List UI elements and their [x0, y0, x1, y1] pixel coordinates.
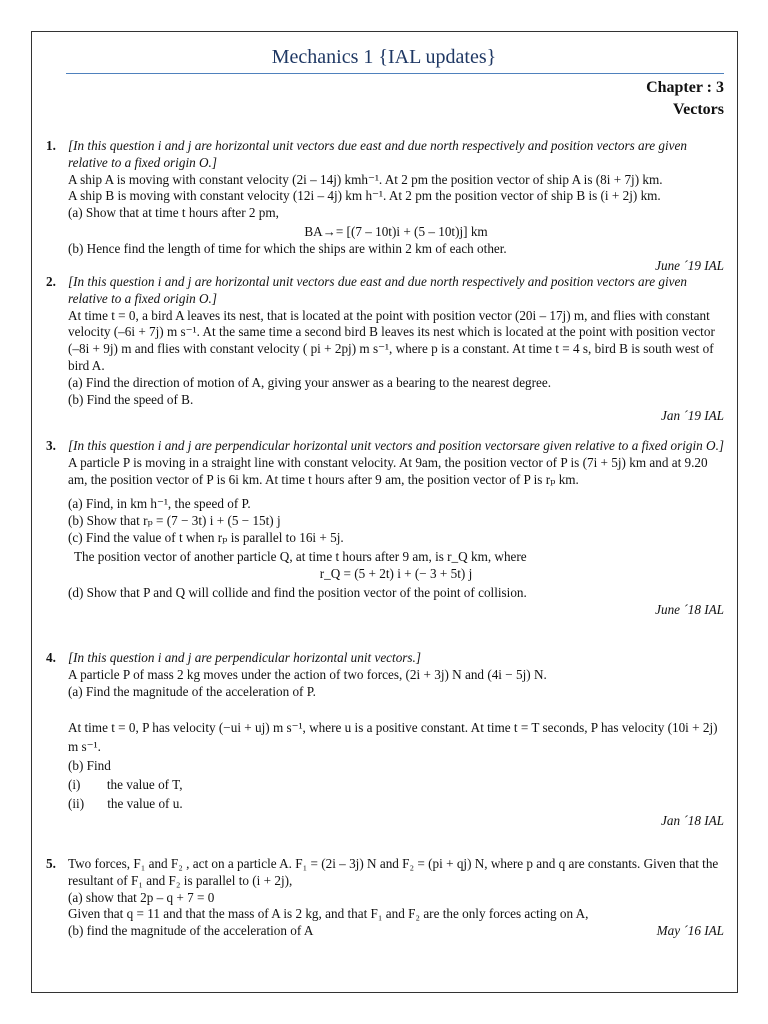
question-part: (b) find the magnitude of the acceleration of A — [68, 923, 314, 939]
question-text: At time t = 0, P has velocity (−ui + uj) m s⁻¹, where u is a positive constant. At time t = T seconds, P has velocity (10i + 2j) m s⁻¹. — [68, 720, 718, 755]
question-text: A ship A is moving with constant velocity (2i – 14j) kmh⁻¹. At 2 pm the position vector of ship A is (8i + 7j) km. — [68, 171, 663, 187]
question-part: (a) Find the direction of motion of A, giving your answer as a bearing to the nearest degree. — [68, 374, 552, 390]
question-number: 2. — [46, 274, 56, 289]
question-part: (a) Show that at time t hours after 2 pm, — [68, 205, 279, 221]
question-note: [In this question i and j are horizontal unit vectors due east and due north respectively and position vectors are given relative to a fixed origin O.] — [68, 138, 687, 170]
question-part: (b) Find the speed of B. — [68, 391, 194, 407]
question-2 — [46, 274, 724, 425]
question-part: (b) Hence find the length of time for which the ships are within 2 km of each other. — [68, 240, 507, 256]
question-part: (a) show that 2p – q + 7 = 0 — [68, 889, 215, 905]
question-source: June ´19 IAL — [655, 257, 724, 273]
title-divider — [66, 73, 724, 74]
question-part: (b) Show that rₚ = (7 − 3t) i + (5 − 15t) j — [68, 513, 281, 529]
page-title: Mechanics 1 {IAL updates} — [271, 46, 497, 68]
question-part: (c) Find the value of t when rₚ is parallel to 16i + 5j. — [68, 529, 344, 545]
question-text: A ship B is moving with constant velocity (12i – 4j) km h⁻¹. At 2 pm the position vector of ship B is (i + 2j) km. — [68, 188, 661, 204]
question-4 — [46, 650, 724, 830]
question-1 — [46, 138, 724, 275]
question-source: Jan ´18 IAL — [661, 813, 724, 829]
question-source: Jan ´19 IAL — [661, 408, 724, 424]
question-equation: BA→= [(7 – 10t)i + (5 – 10t)j] km — [304, 223, 488, 239]
question-number: 4. — [46, 650, 56, 665]
question-source: June ´18 IAL — [655, 601, 724, 617]
question-part: (a) Find the magnitude of the acceleration of P. — [68, 683, 316, 699]
question-text: A particle P is moving in a straight line with constant velocity. At 9am, the position vector of P is (7i + 5j) km and at 9.20 am, the position vector of P is 6i km. At time t hours after 9 am, the position vector of P is rₚ km. — [68, 454, 708, 487]
question-part: (b) Find — [68, 758, 111, 774]
chapter-number: Chapter : 3 — [646, 79, 724, 96]
chapter-heading — [646, 77, 724, 121]
question-text: At time t = 0, a bird A leaves its nest, that is located at the point with position vector (20i – 17j) m, and flies with constant velocity (–6i + 7j) m s⁻¹. At the same time a second bird B leaves its nest which is located at the point with position vector (–8i + 9j) m and flies with constant velocity ( pi + 2pj) m s⁻¹, where p is a constant. At time t = 4 s, bird B is south west of bird A. — [68, 307, 715, 373]
question-part: (d) Show that P and Q will collide and find the position vector of the point of collision. — [68, 584, 527, 600]
question-number: 5. — [46, 856, 56, 871]
question-equation: r_Q = (5 + 2t) i + (− 3 + 5t) j — [319, 565, 473, 581]
question-note: [In this question i and j are horizontal unit vectors due east and due north respectively and position vectors are given relative to a fixed origin O.] — [68, 274, 687, 306]
question-3 — [46, 438, 724, 618]
question-subpart: (i) the value of T, — [68, 777, 183, 793]
chapter-title: Vectors — [673, 101, 724, 118]
question-note: [In this question i and j are perpendicular horizontal unit vectors.] — [68, 650, 421, 665]
question-5 — [46, 856, 724, 940]
question-source: May ´16 IAL — [656, 923, 724, 939]
question-note: [In this question i and j are perpendicular horizontal unit vectors and position vectorsare given relative to a fixed origin O.] — [68, 438, 724, 453]
question-text: A particle P of mass 2 kg moves under the action of two forces, (2i + 3j) N and (4i − 5j) N. — [68, 666, 547, 682]
question-number: 1. — [46, 138, 56, 153]
question-part: (a) Find, in km h⁻¹, the speed of P. — [68, 496, 251, 512]
question-number: 3. — [46, 438, 56, 453]
question-text: The position vector of another particle Q, at time t hours after 9 am, is r_Q km, where — [74, 548, 527, 564]
question-text: Given that q = 11 and that the mass of A is 2 kg, and that F₁ and F₂ are the only forces acting on A, — [68, 906, 589, 922]
question-text: Two forces, F₁ and F₂ , act on a particle A. F₁ = (2i – 3j) N and F₂ = (pi + qj) N, where p and q are constants. Given that the resultant of F₁ and F₂ is parallel to (i + 2j), — [68, 856, 719, 888]
question-subpart: (ii) the value of u. — [68, 796, 183, 812]
